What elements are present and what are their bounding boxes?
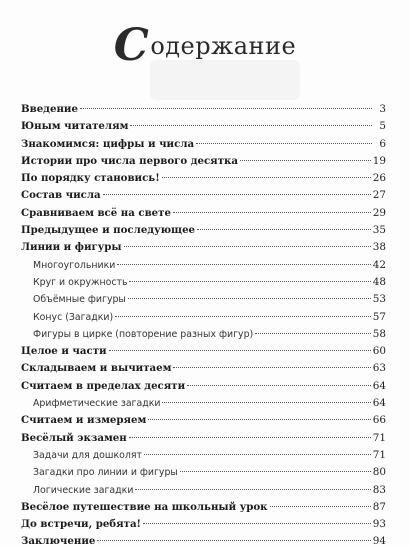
toc-entry-label: Логические загадки bbox=[33, 484, 134, 496]
toc-entry-label: Состав числа bbox=[21, 189, 101, 202]
dot-leader bbox=[255, 333, 371, 334]
toc-entry-label: Предыдущее и последующее bbox=[21, 224, 196, 237]
toc-page-number: 26 bbox=[372, 172, 386, 185]
title-rest: одержание bbox=[150, 32, 297, 60]
toc-entry bbox=[21, 239, 386, 256]
toc-subentry bbox=[21, 395, 386, 412]
toc-entry bbox=[21, 118, 386, 135]
toc-page-number: 42 bbox=[372, 258, 386, 271]
toc-page-number: 6 bbox=[379, 137, 386, 150]
dot-leader bbox=[135, 489, 370, 490]
toc-subentry bbox=[21, 274, 386, 291]
toc-page-number: 93 bbox=[372, 518, 386, 531]
toc-page-number: 71 bbox=[372, 448, 386, 461]
toc-entry bbox=[21, 170, 386, 187]
title-initial: С bbox=[113, 20, 150, 71]
page-title bbox=[0, 20, 410, 71]
toc-entry-label: Целое и части bbox=[21, 345, 107, 358]
toc-entry-label: Истории про числа первого десятка bbox=[21, 154, 238, 167]
dot-leader bbox=[128, 298, 371, 299]
dot-leader bbox=[109, 350, 371, 351]
toc-page-number: 66 bbox=[372, 414, 386, 427]
toc-page-number: 35 bbox=[372, 224, 386, 237]
dot-leader bbox=[103, 194, 371, 195]
toc-page-number: 53 bbox=[372, 293, 386, 306]
toc-subentry bbox=[21, 291, 386, 308]
toc-entry bbox=[21, 360, 386, 377]
dot-leader bbox=[240, 160, 371, 161]
toc-entry bbox=[21, 378, 386, 395]
toc-entry-label: Весёлое путешествие на школьный урок bbox=[21, 500, 268, 513]
dot-leader bbox=[196, 143, 372, 144]
dot-leader bbox=[270, 506, 371, 507]
toc-entry-label: До встречи, ребята! bbox=[21, 518, 142, 531]
dot-leader bbox=[187, 385, 371, 386]
toc-page-number: 27 bbox=[372, 189, 386, 202]
dot-leader bbox=[129, 281, 370, 282]
dot-leader bbox=[124, 246, 371, 247]
toc-entry-label: Фигуры в цирке (повторение разных фигур) bbox=[33, 328, 254, 340]
dot-leader bbox=[143, 523, 371, 524]
toc-entry bbox=[21, 533, 386, 550]
dot-leader bbox=[80, 108, 372, 109]
toc-page-number: 64 bbox=[372, 397, 386, 410]
toc-page-number: 3 bbox=[379, 103, 386, 115]
toc-subentry bbox=[21, 447, 386, 464]
toc-subentry bbox=[21, 257, 386, 274]
toc-page-number: 38 bbox=[372, 241, 386, 254]
toc-entry bbox=[21, 187, 386, 204]
toc-entry-label: Весёлый экзамен bbox=[21, 431, 127, 444]
toc-entry bbox=[21, 499, 386, 516]
toc-entry bbox=[21, 101, 386, 118]
toc-page-number: 60 bbox=[372, 345, 386, 358]
toc-entry bbox=[21, 222, 386, 239]
toc-entry-label: Заключение bbox=[21, 535, 96, 548]
toc-entry bbox=[21, 153, 386, 170]
toc-entry-label: Введение bbox=[21, 103, 78, 115]
toc-entry-label: Загадки про линии и фигуры bbox=[33, 467, 178, 479]
toc-page-number: 58 bbox=[372, 327, 386, 340]
dot-leader bbox=[129, 437, 371, 438]
dot-leader bbox=[173, 367, 370, 368]
toc-entry bbox=[21, 136, 386, 153]
toc-entry bbox=[21, 516, 386, 533]
toc-entry-label: Знакомимся: цифры и числа bbox=[21, 137, 195, 150]
dot-leader bbox=[180, 471, 371, 472]
toc-entry bbox=[21, 412, 386, 429]
toc-page-number: 80 bbox=[372, 466, 386, 479]
toc-entry bbox=[21, 205, 386, 222]
toc-entry bbox=[21, 430, 386, 447]
toc-entry-label: Задачи для дошколят bbox=[33, 449, 142, 461]
toc-page-number: 63 bbox=[372, 362, 386, 375]
toc-entry bbox=[21, 343, 386, 360]
toc-page-number: 48 bbox=[372, 275, 386, 288]
toc-page-number: 94 bbox=[372, 535, 386, 548]
toc-page-number: 29 bbox=[372, 206, 386, 219]
toc-page-number: 57 bbox=[372, 310, 386, 323]
dot-leader bbox=[148, 419, 370, 420]
toc-entry-label: Круг и окружность bbox=[33, 276, 128, 288]
dot-leader bbox=[117, 264, 370, 265]
toc-page-number: 5 bbox=[379, 120, 386, 133]
toc-subentry bbox=[21, 464, 386, 481]
table-of-contents bbox=[21, 101, 386, 551]
toc-page-number: 87 bbox=[372, 500, 386, 513]
toc-page-number: 19 bbox=[372, 154, 386, 167]
toc-subentry bbox=[21, 482, 386, 499]
toc-entry-label: Юным читателям bbox=[21, 120, 129, 133]
dot-leader bbox=[144, 454, 371, 455]
dot-leader bbox=[115, 316, 371, 317]
dot-leader bbox=[130, 125, 372, 126]
toc-entry-label: По порядку становись! bbox=[21, 172, 160, 185]
toc-entry-label: Сравниваем всё на свете bbox=[21, 206, 171, 219]
toc-page-number: 83 bbox=[372, 483, 386, 496]
dot-leader bbox=[197, 229, 371, 230]
toc-entry-label: Складываем и вычитаем bbox=[21, 362, 172, 375]
toc-page-number: 71 bbox=[372, 431, 386, 444]
toc-entry-label: Считаем и измеряем bbox=[21, 414, 147, 427]
toc-entry-label: Многоугольники bbox=[33, 259, 116, 271]
toc-page-number: 64 bbox=[372, 379, 386, 392]
dot-leader bbox=[162, 402, 370, 403]
toc-entry-label: Считаем в пределах десяти bbox=[21, 379, 186, 392]
toc-subentry bbox=[21, 326, 386, 343]
toc-entry-label: Конус (Загадки) bbox=[33, 311, 114, 323]
toc-subentry bbox=[21, 309, 386, 326]
dot-leader bbox=[97, 540, 370, 541]
toc-entry-label: Объёмные фигуры bbox=[33, 294, 126, 306]
dot-leader bbox=[173, 212, 371, 213]
toc-entry-label: Линии и фигуры bbox=[21, 241, 122, 254]
dot-leader bbox=[162, 177, 371, 178]
toc-entry-label: Арифметические загадки bbox=[33, 398, 161, 410]
